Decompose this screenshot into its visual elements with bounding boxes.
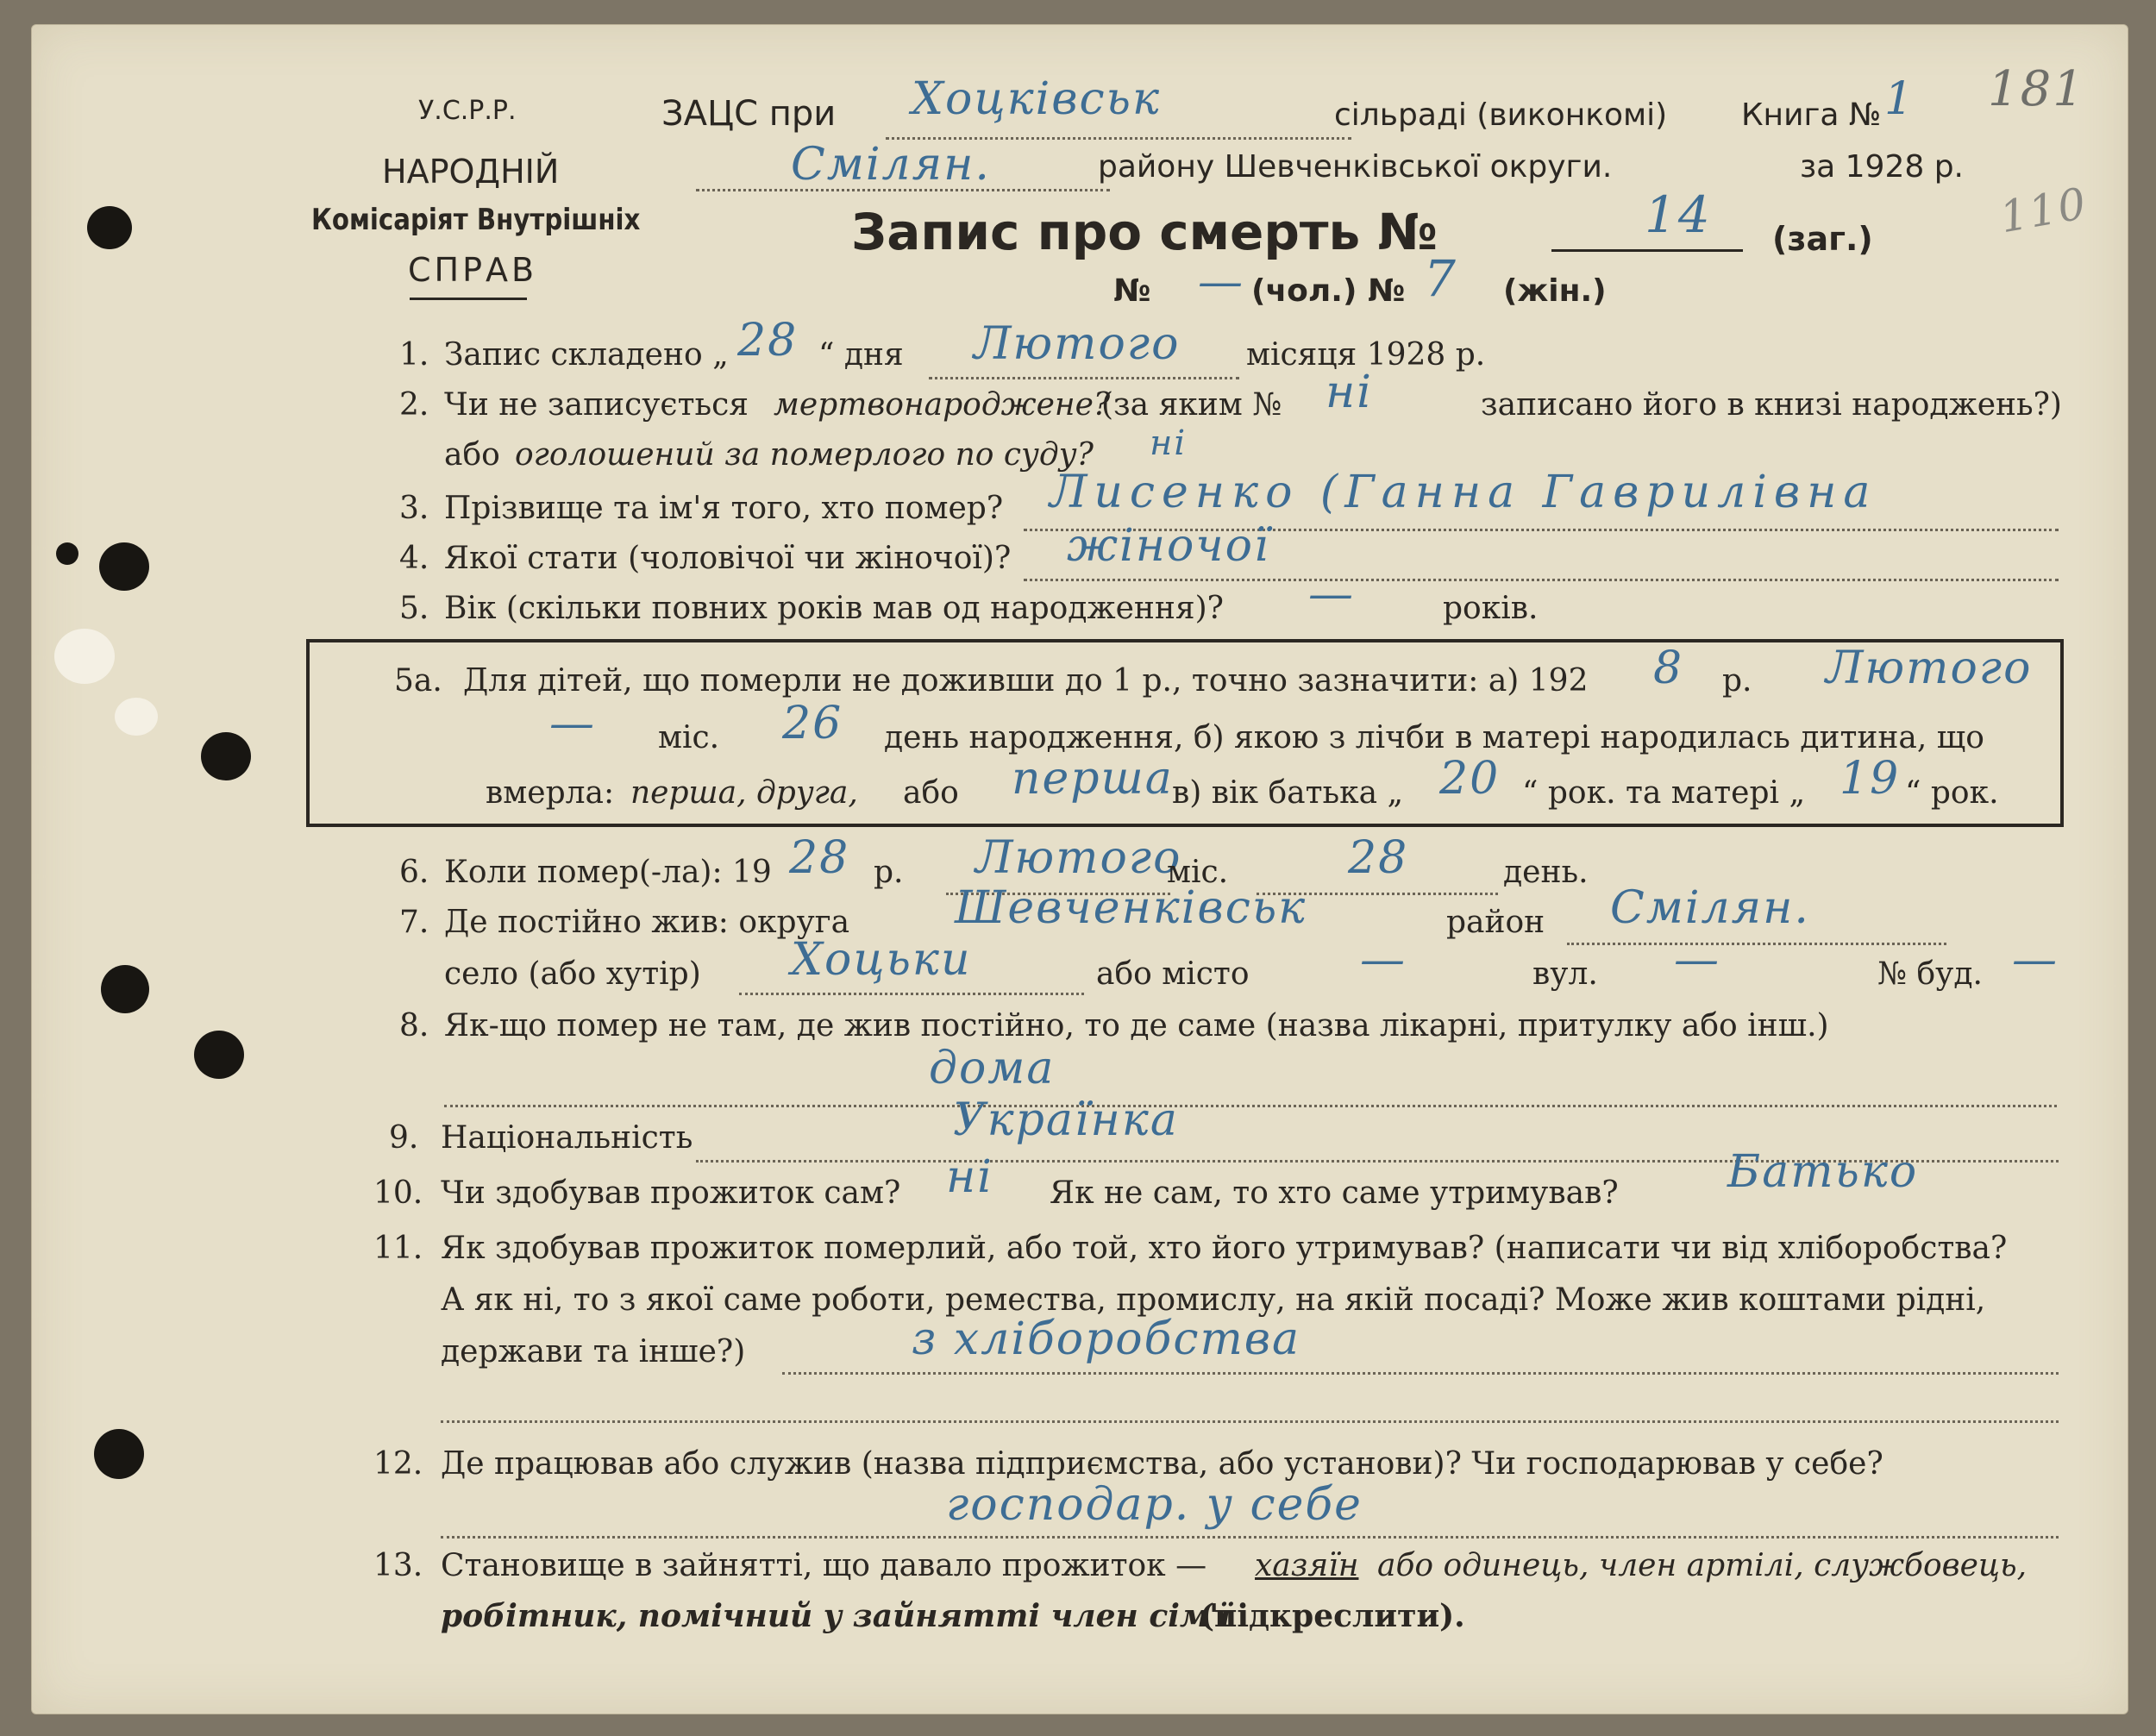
male-number-handwritten: —	[1198, 256, 1244, 308]
item-label: Національність	[441, 1120, 693, 1156]
handwritten-sex: жіночої	[1067, 520, 1270, 572]
item-number: 1.	[399, 337, 429, 373]
item-label: (за яким №	[1101, 387, 1282, 423]
handwritten-okruga: Шевченківськ	[955, 882, 1307, 934]
item-number: 12.	[373, 1446, 423, 1482]
female-number-handwritten: 7	[1424, 249, 1457, 308]
item-number: 5.	[399, 591, 429, 626]
item-label-italic: мертвонароджене?	[774, 387, 1111, 423]
dotted-line	[1567, 943, 1946, 945]
handwritten-mother-age: 19	[1839, 753, 1901, 805]
handwritten-death-month: Лютого	[975, 832, 1182, 884]
handwritten-month: Лютого	[974, 318, 1181, 370]
handwritten-answer: ні	[946, 1151, 993, 1203]
handwritten-father-age: 20	[1439, 753, 1501, 805]
item-label: день.	[1503, 855, 1589, 890]
item-label: вмерла:	[486, 775, 615, 811]
item-label: Прізвище та ім'я того, хто помер?	[444, 491, 1004, 526]
item-label: “ дня	[818, 337, 904, 373]
punch-hole	[87, 206, 132, 249]
item-number: 4.	[399, 541, 429, 576]
handwritten-dash: —	[549, 698, 596, 749]
district-handwritten: Смілян.	[791, 139, 991, 191]
death-record-form	[31, 24, 2128, 1714]
handwritten-place-of-death: дома	[929, 1043, 1056, 1094]
item-number: 6.	[399, 855, 429, 890]
item-label: Як не сам, то хто саме утримував?	[1050, 1175, 1619, 1211]
punch-hole	[101, 965, 149, 1013]
handwritten-death-day: 28	[1348, 832, 1409, 884]
item-label: Де працював або служив (назва підприємства, або установи)? Чи господарював у себе?	[441, 1446, 1883, 1482]
handwritten-workplace: господар. у себе	[946, 1479, 1363, 1531]
male-number-label: №	[1113, 273, 1151, 309]
item-label: міс.	[658, 720, 720, 755]
handwritten-street: —	[1674, 934, 1720, 986]
item-label: “ рок. та матері „	[1522, 775, 1806, 811]
female-suffix: (жін.)	[1503, 273, 1607, 309]
item-label: А як ні, то з якої саме роботи, ремества, промислу, на якій посаді? Може жив коштами рідні,	[441, 1282, 1986, 1318]
handwritten-birth-order: перша	[1012, 753, 1174, 805]
item-label: держави та інше?)	[441, 1334, 746, 1369]
item-label: р.	[874, 855, 904, 890]
dotted-line	[1024, 579, 2059, 581]
handwritten-city: —	[1360, 934, 1407, 986]
book-number-handwritten: 1	[1884, 73, 1915, 125]
commissariat-line-2: Комісаріят Внутрішніх	[311, 203, 641, 237]
item-number: 5а.	[394, 663, 442, 699]
item-label: Для дітей, що померли не доживши до 1 р., точно зазначити: а) 192	[463, 663, 1589, 699]
item-number: 13.	[373, 1548, 423, 1583]
item-label: № буд.	[1877, 956, 1983, 992]
item-label: або	[444, 437, 500, 473]
item-number: 7.	[399, 905, 429, 940]
commissariat-line-3: СПРАВ	[408, 251, 538, 289]
handwritten-village: Хоцьки	[791, 934, 972, 986]
item-number: 8.	[399, 1008, 429, 1043]
book-label: Книга №	[1741, 97, 1882, 133]
dotted-line	[441, 1420, 2059, 1423]
item-label: в) вік батька „	[1172, 775, 1404, 811]
paper-damage	[115, 698, 158, 736]
handwritten-house: —	[2012, 934, 2059, 986]
punch-hole	[201, 732, 251, 780]
item-label: район	[1446, 905, 1545, 940]
commissariat-line-1: НАРОДНІЙ	[382, 153, 560, 191]
handwritten-answer: ні	[1150, 423, 1188, 463]
item-label: Вік (скільки повних років мав од народження)?	[444, 591, 1224, 626]
item-label: або місто	[1096, 956, 1250, 992]
item-label: село (або хутір)	[444, 956, 701, 992]
item-label: або	[903, 775, 959, 811]
handwritten-raion: Смілян.	[1610, 882, 1810, 934]
punch-hole	[94, 1429, 144, 1479]
handwritten-livelihood: з хліборобства	[912, 1313, 1301, 1365]
item-label: місяця 1928 р.	[1246, 337, 1486, 373]
corner-number-handwritten: 181	[1988, 61, 2085, 117]
item-label: Становище в зайнятті, що давало прожиток —	[441, 1548, 1207, 1583]
item-number: 10.	[373, 1175, 423, 1211]
paper-damage	[54, 629, 115, 684]
item-label: Запис складено „	[444, 337, 729, 373]
item-label: років.	[1443, 591, 1539, 626]
item-label-italic: перша, друга,	[630, 775, 858, 811]
dotted-line	[929, 377, 1239, 379]
dotted-line	[739, 993, 1084, 995]
handwritten-death-year: 28	[789, 832, 850, 884]
handwritten-birth-day: 26	[782, 698, 843, 749]
punch-hole	[56, 542, 78, 565]
ussr-label: У.С.Р.Р.	[418, 96, 517, 126]
district-suffix: району Шевченківської округи.	[1098, 149, 1613, 185]
village-council-suffix: сільраді (виконкомі)	[1334, 97, 1668, 133]
handwritten-nationality: Українка	[953, 1094, 1179, 1146]
record-year: за 1928 р.	[1800, 149, 1965, 185]
occupation-owner-underlined: хазяїн	[1255, 1548, 1359, 1583]
corner-number-handwritten-2: 110	[1996, 178, 2091, 243]
handwritten-answer: ні	[1326, 367, 1373, 418]
page-title: Запис про смерть №	[851, 203, 1438, 261]
item-label: Чи здобував прожиток сам?	[441, 1175, 901, 1211]
item-label: Якої стати (чоловічої чи жіночої)?	[444, 541, 1012, 576]
item-number: 11.	[373, 1231, 423, 1266]
punch-hole	[99, 542, 149, 591]
dotted-line	[441, 1536, 2059, 1539]
item-label: Як здобував прожиток померлий, або той, хто його утримував? (написати чи від хліборобства?	[441, 1231, 2008, 1266]
dotted-line	[696, 189, 1110, 191]
item-label: день народження, б) якою з лічби в матері народилась дитина, що	[884, 720, 1984, 755]
item-number: 2.	[399, 387, 429, 423]
handwritten-supporter: Батько	[1727, 1146, 1919, 1198]
item-label: записано його в книзі народжень?)	[1481, 387, 2062, 423]
item-label-italic: робітник, помічний у зайнятті член сім'ї	[441, 1598, 1231, 1634]
item-label: р.	[1722, 663, 1752, 699]
handwritten-birth-month: Лютого	[1826, 642, 2033, 694]
commissariat-rule	[410, 298, 527, 300]
item-label: “ рок.	[1905, 775, 1999, 811]
item-label: (підкреслити).	[1200, 1598, 1465, 1634]
handwritten-birth-year: 8	[1653, 642, 1684, 694]
record-number-handwritten: 14	[1645, 185, 1712, 244]
item-label: Чи не записується	[444, 387, 749, 423]
item-label: вул.	[1532, 956, 1598, 992]
record-number-underline	[1551, 249, 1743, 252]
dotted-line	[782, 1372, 2059, 1375]
item-label: Коли помер(-ла): 19	[444, 855, 772, 890]
item-label: Як-що помер не там, де жив постійно, то де саме (назва лікарні, притулку або інш.)	[444, 1008, 1829, 1043]
item-label: Де постійно жив: округа	[444, 905, 850, 940]
item-number: 3.	[399, 491, 429, 526]
handwritten-age: —	[1308, 568, 1355, 620]
item-label: міс.	[1167, 855, 1229, 890]
handwritten-name: Лисенко (Ганна Гаврилівна	[1050, 467, 1877, 518]
item-number: 9.	[389, 1120, 419, 1156]
handwritten-day: 28	[737, 315, 799, 367]
total-label: (заг.)	[1772, 220, 1873, 258]
village-council-handwritten: Хоцківськ	[912, 73, 1162, 125]
item-label-italic: оголошений за померлого по суду?	[515, 437, 1094, 473]
item-label-italic: або одинець, член артілі, службовець,	[1377, 1548, 2028, 1583]
male-suffix: (чол.) №	[1251, 273, 1406, 309]
punch-hole	[194, 1031, 244, 1079]
zags-label: ЗАЦС при	[661, 94, 837, 134]
dotted-line	[444, 1105, 2057, 1107]
